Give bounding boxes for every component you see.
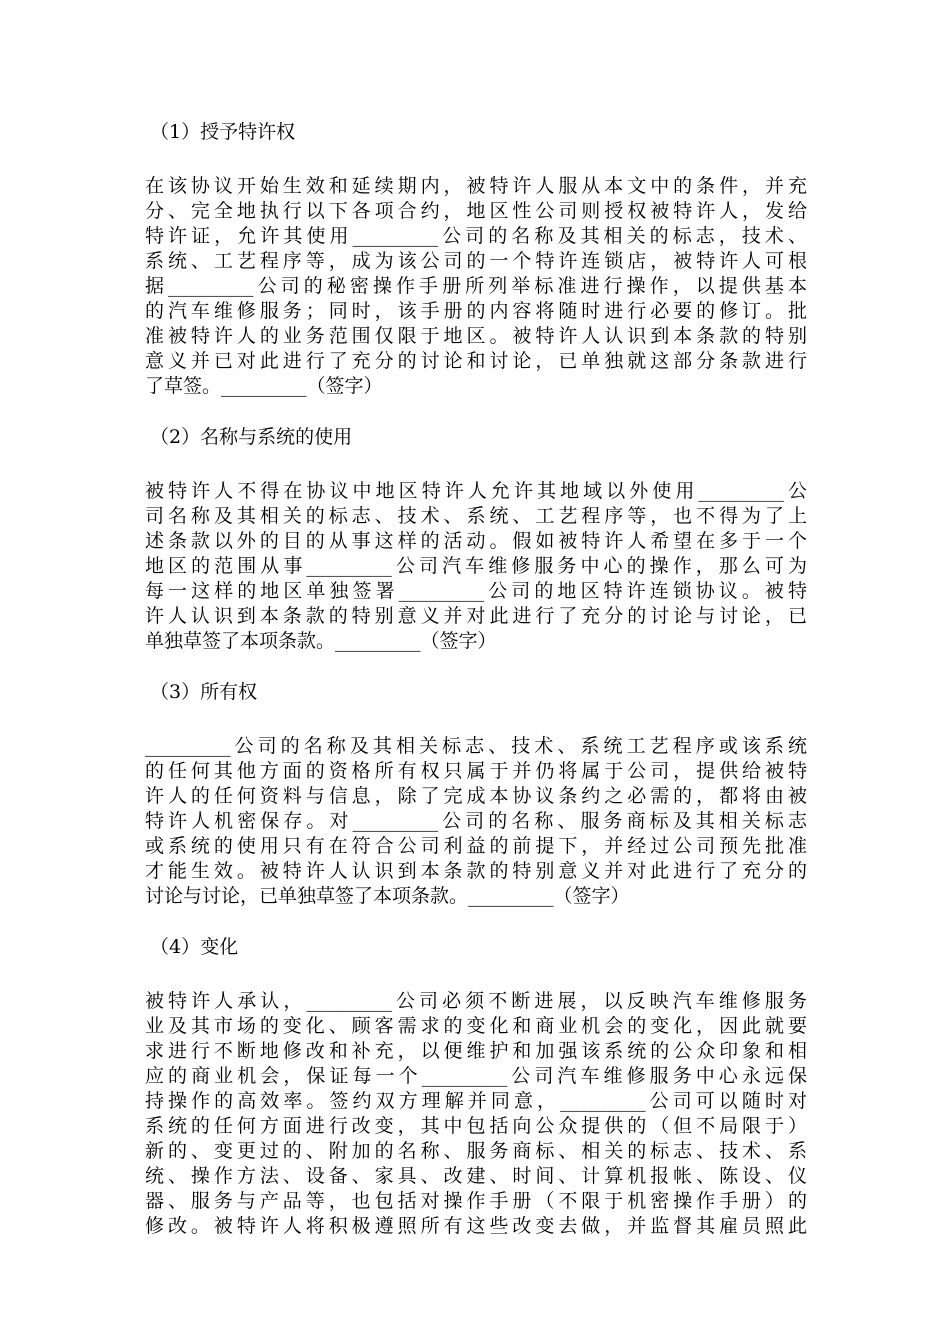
section-4-heading: （4）变化 bbox=[150, 936, 239, 958]
section-2-heading: （2）名称与系统的使用 bbox=[150, 426, 353, 448]
text-line: 被特许人承认，_________公司必须不断进展，以反映汽车维修服务 bbox=[145, 990, 807, 1012]
text-line: 述条款以外的目的从事这样的活动。假如被特许人希望在多于一个 bbox=[145, 530, 807, 552]
text-line: 许人认识到本条款的特别意义并对此进行了充分的讨论与讨论，已 bbox=[145, 605, 807, 627]
text-line: 单独草签了本项条款。_________（签字） bbox=[145, 630, 497, 652]
text-line: 分、完全地执行以下各项合约，地区性公司则授权被特许人，发给 bbox=[145, 200, 807, 222]
text-line: 据_________公司的秘密操作手册所列举标准进行操作，以提供基本 bbox=[145, 275, 807, 297]
text-line: 修改。被特许人将积极遵照所有这些改变去做，并监督其雇员照此 bbox=[145, 1215, 807, 1237]
section-3-body bbox=[145, 734, 807, 909]
text-line: 的汽车维修服务；同时，该手册的内容将随时进行必要的修订。批 bbox=[145, 300, 807, 322]
text-line: 讨论与讨论，已单独草签了本项条款。_________（签字） bbox=[145, 885, 630, 907]
document-page bbox=[145, 120, 807, 1239]
text-line: 业及其市场的变化、顾客需求的变化和商业机会的变化，因此就要 bbox=[145, 1015, 807, 1037]
section-1-heading: （1）授予特许权 bbox=[150, 121, 296, 143]
text-line: 持操作的高效率。签约双方理解并同意，_________公司可以随时对 bbox=[145, 1090, 807, 1112]
text-line: 器、服务与产品等，也包括对操作手册（不限于机密操作手册）的 bbox=[145, 1190, 807, 1212]
text-line: 新的、变更过的、附加的名称、服务商标、相关的标志、技术、系 bbox=[145, 1140, 807, 1162]
text-line: 地区的范围从事_________公司汽车维修服务中心的操作，那么可为 bbox=[145, 555, 807, 577]
text-line: 每一这样的地区单独签署_________公司的地区特许连锁协议。被特 bbox=[145, 580, 807, 602]
text-line: 准被特许人的业务范围仅限于地区。被特许人认识到本条款的特别 bbox=[145, 325, 807, 347]
section-2-body bbox=[145, 479, 807, 654]
section-4-body bbox=[145, 989, 807, 1239]
text-line: 系统、工艺程序等，成为该公司的一个特许连锁店，被特许人可根 bbox=[145, 250, 807, 272]
text-line: 统、操作方法、设备、家具、改建、时间、计算机报帐、陈设、仪 bbox=[145, 1165, 807, 1187]
text-line: 许人的任何资料与信息，除了完成本协议条约之必需的，都将由被 bbox=[145, 785, 807, 807]
section-1-body bbox=[145, 174, 807, 399]
text-line: 被特许人不得在协议中地区特许人允许其地域以外使用_________公 bbox=[145, 480, 807, 502]
text-line: 系统的任何方面进行改变，其中包括向公众提供的（但不局限于） bbox=[145, 1115, 807, 1137]
text-line: 意义并已对此进行了充分的讨论和讨论，已单独就这部分条款进行 bbox=[145, 350, 807, 372]
text-line: 了草签。_________（签字） bbox=[145, 375, 383, 397]
text-line: 特许证，允许其使用_________公司的名称及其相关的标志，技术、 bbox=[145, 225, 807, 247]
text-line: 特许人机密保存。对_________公司的名称、服务商标及其相关标志 bbox=[145, 810, 807, 832]
text-line: 求进行不断地修改和补充，以便维护和加强该系统的公众印象和相 bbox=[145, 1040, 807, 1062]
text-line: 才能生效。被特许人认识到本条款的特别意义并对此进行了充分的 bbox=[145, 860, 807, 882]
text-line: 或系统的使用只有在符合公司利益的前提下，并经过公司预先批准 bbox=[145, 835, 807, 857]
text-line: _________公司的名称及其相关标志、技术、系统工艺程序或该系统 bbox=[145, 735, 807, 757]
text-line: 的任何其他方面的资格所有权只属于并仍将属于公司，提供给被特 bbox=[145, 760, 807, 782]
text-line: 司名称及其相关的标志、技术、系统、工艺程序等，也不得为了上 bbox=[145, 505, 807, 527]
text-line: 在该协议开始生效和延续期内，被特许人服从本文中的条件，并充 bbox=[145, 175, 807, 197]
section-3-heading: （3）所有权 bbox=[150, 681, 258, 703]
text-line: 应的商业机会，保证每一个_________公司汽车维修服务中心永远保 bbox=[145, 1065, 807, 1087]
